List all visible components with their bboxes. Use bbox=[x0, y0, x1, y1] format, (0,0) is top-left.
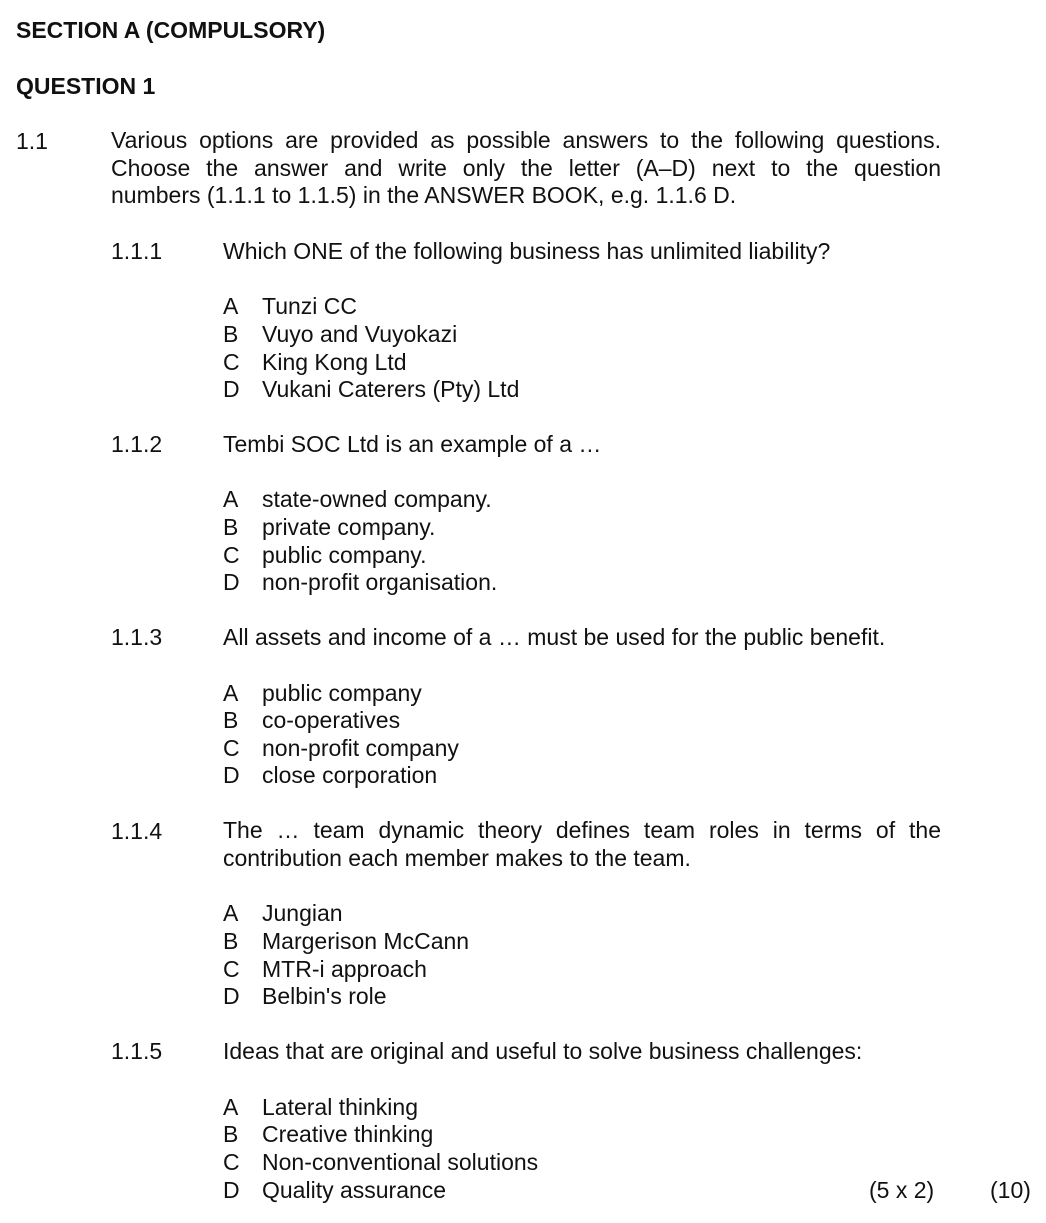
option-letter: D bbox=[223, 569, 240, 595]
question-number: 1.1.5 bbox=[111, 1038, 163, 1064]
intro-text bbox=[111, 127, 941, 210]
option-letter: C bbox=[223, 956, 240, 982]
option-text: co-operatives bbox=[262, 707, 401, 733]
option-text: Quality assurance bbox=[262, 1177, 447, 1203]
option-letter: A bbox=[223, 293, 239, 319]
option-text: Jungian bbox=[262, 900, 343, 926]
question-number: 1.1.1 bbox=[111, 238, 163, 264]
option-text: MTR-i approach bbox=[262, 956, 427, 982]
question-text: Ideas that are original and useful to solve business challenges: bbox=[223, 1038, 863, 1064]
option-text: close corporation bbox=[262, 762, 438, 788]
question-number: 1.1.4 bbox=[111, 818, 163, 844]
option-letter: A bbox=[223, 1094, 239, 1120]
option-text: Margerison McCann bbox=[262, 928, 470, 954]
question-number: 1.1.3 bbox=[111, 624, 163, 650]
intro-line: Choose the answer and write only the letter (A–D) next to the question bbox=[111, 154, 941, 181]
option-text: public company bbox=[262, 680, 422, 706]
question-text: Tembi SOC Ltd is an example of a … bbox=[223, 431, 602, 457]
option-text: Lateral thinking bbox=[262, 1094, 418, 1120]
question-text bbox=[223, 817, 941, 872]
question-text: Which ONE of the following business has unlimited liability? bbox=[223, 238, 831, 264]
option-text: public company. bbox=[262, 542, 427, 568]
option-text: Non-conventional solutions bbox=[262, 1149, 539, 1175]
option-text: Vukani Caterers (Pty) Ltd bbox=[262, 376, 520, 402]
option-text: Tunzi CC bbox=[262, 293, 357, 319]
option-text: King Kong Ltd bbox=[262, 349, 407, 375]
option-text: Belbin's role bbox=[262, 983, 387, 1009]
question-text: All assets and income of a … must be used for the public benefit. bbox=[223, 624, 886, 650]
option-text: non-profit company bbox=[262, 735, 459, 761]
marks-breakdown: (5 x 2) bbox=[869, 1177, 935, 1203]
option-letter: D bbox=[223, 1177, 240, 1203]
option-text: non-profit organisation. bbox=[262, 569, 498, 595]
option-letter: C bbox=[223, 542, 240, 568]
intro-number: 1.1 bbox=[16, 128, 48, 154]
option-letter: A bbox=[223, 680, 239, 706]
intro-line: numbers (1.1.1 to 1.1.5) in the ANSWER BOOK, e.g. 1.1.6 D. bbox=[111, 182, 737, 208]
option-letter: B bbox=[223, 707, 239, 733]
option-letter: D bbox=[223, 376, 240, 402]
option-letter: A bbox=[223, 486, 239, 512]
option-letter: B bbox=[223, 1121, 239, 1147]
question-line: contribution each member makes to the team. bbox=[223, 844, 691, 871]
option-text: Creative thinking bbox=[262, 1121, 434, 1147]
question-heading: QUESTION 1 bbox=[16, 73, 156, 99]
option-text: private company. bbox=[262, 514, 436, 540]
section-heading: SECTION A (COMPULSORY) bbox=[16, 17, 326, 43]
option-letter: A bbox=[223, 900, 239, 926]
option-letter: D bbox=[223, 983, 240, 1009]
intro-line: Various options are provided as possible answers to the following questions. bbox=[111, 127, 941, 153]
option-text: state-owned company. bbox=[262, 486, 492, 512]
marks-total: (10) bbox=[990, 1177, 1031, 1203]
option-letter: B bbox=[223, 928, 239, 954]
option-letter: C bbox=[223, 1149, 240, 1175]
option-letter: B bbox=[223, 321, 239, 347]
option-letter: B bbox=[223, 514, 239, 540]
question-line: The … team dynamic theory defines team roles in terms of the bbox=[223, 817, 941, 843]
option-letter: D bbox=[223, 762, 240, 788]
option-text: Vuyo and Vuyokazi bbox=[262, 321, 458, 347]
option-letter: C bbox=[223, 349, 240, 375]
option-letter: C bbox=[223, 735, 240, 761]
question-number: 1.1.2 bbox=[111, 431, 163, 457]
